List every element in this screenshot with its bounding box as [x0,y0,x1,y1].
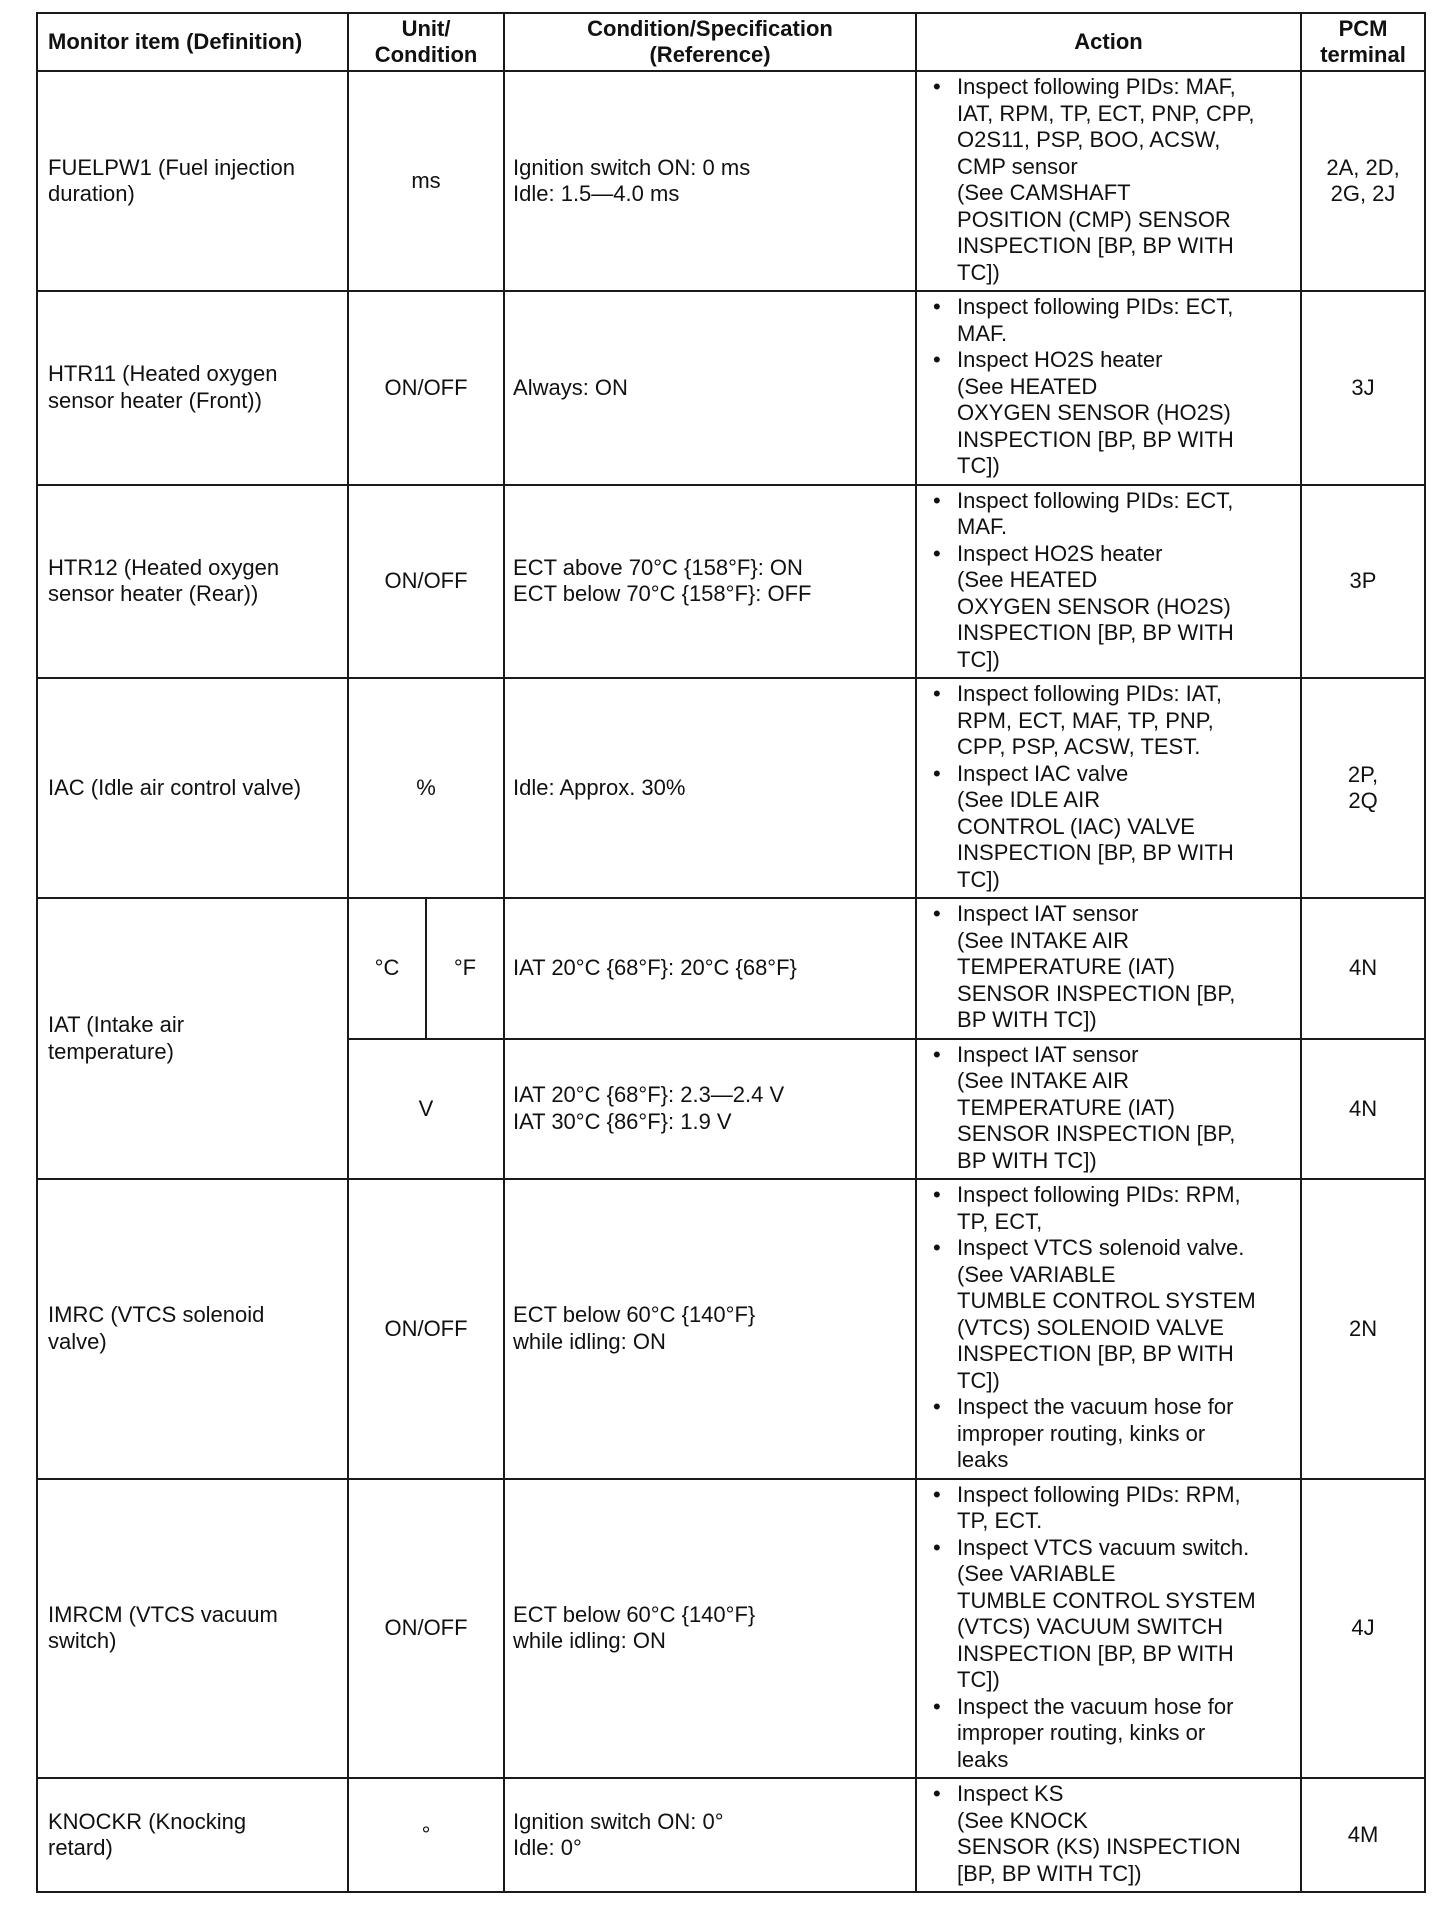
action-text-line: (VTCS) VACUUM SWITCH [957,1614,1224,1639]
action-bullet-item [925,1182,1294,1235]
table-row [37,1778,1425,1892]
action-text-line: INSPECTION [BP, BP WITH [957,233,1234,258]
action-text-line: IAT, RPM, TP, ECT, PNP, CPP, [957,100,1255,126]
action-bullet-item [925,901,1294,1034]
pcm-terminal-cell [1301,1039,1425,1180]
action-bullet-item [925,1394,1294,1474]
action-bullet-item [925,681,1294,761]
pcm-terminal-cell [1301,898,1425,1039]
unit-cell: ON/OFF [348,1179,504,1479]
header-row [37,13,1425,71]
condition-line: Idle: Approx. 30% [513,774,686,800]
action-text-line: • Inspect KS [957,1781,1064,1806]
action-text-line: CONTROL (IAC) VALVE [957,813,1195,839]
monitor-item-line: HTR11 (Heated oxygen [48,361,278,387]
action-bullet-item [925,1042,1294,1175]
condition-cell [504,291,916,485]
condition-cell [504,1479,916,1779]
pcm-terminal-line: 2G, 2J [1330,181,1396,206]
action-cell [916,678,1301,898]
monitor-item-line: valve) [48,1328,107,1354]
action-text-line: RPM, ECT, MAF, TP, PNP, [957,707,1214,733]
pcm-terminal-line: 3P [1349,568,1377,593]
condition-line: Idle: 0° [513,1835,582,1860]
condition-cell [504,1179,916,1479]
action-text-line: • Inspect following PIDs: ECT, [957,487,1234,513]
action-cell [916,71,1301,291]
header-condition-line-1: Condition/Specification [587,15,833,41]
action-text-line: TC]) [957,1367,1000,1393]
action-text-line: (See INTAKE AIR [957,1068,1129,1093]
action-text-line: POSITION (CMP) SENSOR [957,206,1231,232]
action-text-line: • Inspect VTCS solenoid valve. [957,1235,1245,1260]
action-text-line: (VTCS) SOLENOID VALVE [957,1314,1224,1340]
action-text-line: leaks [957,1447,1009,1472]
pcm-terminal-cell [1301,1778,1425,1892]
header-pcm-line-1: PCM [1338,15,1388,41]
pcm-terminal-cell [1301,291,1425,485]
action-list [925,294,1294,480]
monitor-item-cell [37,898,348,1179]
monitor-item-table [36,12,1426,1893]
action-text-line: • Inspect following PIDs: RPM, [957,1182,1241,1207]
action-bullet-item [925,1535,1294,1694]
action-text-line: (See HEATED [957,567,1098,592]
action-text-line: INSPECTION [BP, BP WITH [957,426,1234,452]
action-list [925,488,1294,674]
action-bullet-item [925,488,1294,541]
action-text-line: TUMBLE CONTROL SYSTEM [957,1288,1256,1313]
condition-line: Ignition switch ON: 0° [513,1808,724,1834]
action-list [925,74,1294,286]
action-list [925,901,1294,1034]
action-cell [916,1479,1301,1779]
action-list [925,1781,1294,1887]
pcm-terminal-line: 3J [1351,374,1375,400]
action-text-line: (See CAMSHAFT [957,180,1131,205]
action-text-line: TP, ECT, [957,1208,1043,1234]
action-text-line: • Inspect HO2S heater [957,347,1163,372]
action-text-line: • Inspect following PIDs: ECT, [957,294,1234,319]
monitor-item-line: switch) [48,1628,117,1654]
monitor-item-line: duration) [48,181,135,206]
monitor-item-cell [37,485,348,679]
condition-line: IAT 30°C {86°F}: 1.9 V [513,1108,732,1134]
monitor-item-line: IMRCM (VTCS vacuum [48,1601,278,1627]
unit-voltage-cell: V [348,1039,504,1180]
action-text-line: (See HEATED [957,373,1098,399]
action-text-line: • Inspect IAC valve [957,760,1129,786]
condition-cell [504,898,916,1039]
action-text-line: MAF. [957,514,1008,539]
action-list [925,1482,1294,1774]
action-text-line: INSPECTION [BP, BP WITH [957,1640,1234,1666]
action-cell [916,291,1301,485]
condition-line: IAT 20°C {68°F}: 2.3—2.4 V [513,1082,785,1108]
action-text-line: MAF. [957,320,1008,346]
action-text-line: BP WITH TC]) [957,1147,1097,1173]
action-text-line: TUMBLE CONTROL SYSTEM [957,1587,1256,1613]
header-unit-line-2: Condition [374,42,478,67]
unit-cell: ° [348,1778,504,1892]
action-cell [916,898,1301,1039]
action-text-line: OXYGEN SENSOR (HO2S) [957,400,1231,425]
monitor-item-cell [37,291,348,485]
pcm-terminal-line: 4N [1348,955,1378,980]
pcm-terminal-line: 4N [1348,1095,1378,1121]
action-bullet-item [925,761,1294,894]
action-text-line: TC]) [957,259,1000,285]
action-list [925,1182,1294,1474]
monitor-item-line: temperature) [48,1038,174,1064]
action-bullet-item [925,1781,1294,1887]
condition-line: ECT below 60°C {140°F} [513,1601,756,1627]
condition-cell [504,71,916,291]
action-text-line: O2S11, PSP, BOO, ACSW, [957,127,1221,152]
monitor-item-line: KNOCKR (Knocking [48,1808,247,1834]
action-text-line: improper routing, kinks or [957,1720,1206,1745]
condition-line: ECT below 60°C {140°F} [513,1302,756,1328]
pcm-terminal-line: 2Q [1348,788,1378,813]
condition-line: Always: ON [513,374,628,400]
condition-line: Ignition switch ON: 0 ms [513,154,751,180]
action-text-line: CPP, PSP, ACSW, TEST. [957,734,1201,759]
action-text-line: • Inspect the vacuum hose for [957,1394,1234,1419]
action-bullet-item [925,294,1294,347]
unit-celsius-cell: °C [348,898,426,1039]
action-text-line: CMP sensor [957,153,1078,179]
action-bullet-item [925,74,1294,286]
action-cell [916,1778,1301,1892]
header-pcm-terminal [1301,13,1425,71]
monitor-item-cell [37,1778,348,1892]
monitor-item-line: IMRC (VTCS solenoid [48,1302,265,1328]
header-condition-spec [504,13,916,71]
pcm-terminal-line: 2P, [1347,761,1379,787]
header-unit-condition [348,13,504,71]
monitor-item-cell [37,1179,348,1479]
table-row [37,678,1425,898]
condition-line: IAT 20°C {68°F}: 20°C {68°F} [513,955,797,980]
action-text-line: (See KNOCK [957,1807,1088,1833]
action-text-line: SENSOR (KS) INSPECTION [957,1834,1241,1859]
table-row [37,1479,1425,1779]
action-text-line: improper routing, kinks or [957,1420,1206,1446]
action-bullet-item [925,1482,1294,1535]
pcm-terminal-line: 2A, 2D, [1326,154,1400,180]
pcm-terminal-line: 4J [1351,1615,1375,1640]
condition-cell [504,1778,916,1892]
action-text-line: leaks [957,1746,1009,1772]
pcm-terminal-line: 2N [1348,1315,1378,1341]
action-list [925,1042,1294,1175]
monitor-item-cell [37,678,348,898]
action-text-line: (See INTAKE AIR [957,927,1129,953]
action-text-line: SENSOR INSPECTION [BP, [957,980,1236,1006]
action-bullet-item [925,1235,1294,1394]
action-text-line: TC]) [957,453,1000,478]
action-text-line: • Inspect VTCS vacuum switch. [957,1534,1250,1560]
condition-line: while idling: ON [513,1328,666,1354]
action-text-line: TC]) [957,1667,1000,1692]
action-cell [916,485,1301,679]
action-text-line: • Inspect the vacuum hose for [957,1693,1234,1719]
action-text-line: BP WITH TC]) [957,1007,1097,1032]
monitor-item-cell [37,1479,348,1779]
action-bullet-item [925,1694,1294,1774]
action-text-line: TP, ECT. [957,1508,1043,1533]
table-row [37,291,1425,485]
action-bullet-item [925,347,1294,480]
action-text-line: • Inspect following PIDs: RPM, [957,1481,1241,1507]
pcm-terminal-cell [1301,1479,1425,1779]
action-text-line: • Inspect HO2S heater [957,540,1163,566]
unit-cell: ON/OFF [348,291,504,485]
action-text-line: (See VARIABLE [957,1261,1116,1287]
table-row [37,1179,1425,1479]
condition-line: ECT below 70°C {158°F}: OFF [513,581,812,607]
action-text-line: • Inspect IAT sensor [957,901,1139,926]
action-text-line: [BP, BP WITH TC]) [957,1860,1142,1886]
pcm-terminal-line: 4M [1347,1821,1379,1847]
header-action: Action [916,13,1301,71]
pcm-terminal-cell [1301,1179,1425,1479]
header-unit-line-1: Unit/ [401,15,451,41]
table-body [37,71,1425,1892]
action-text-line: • Inspect following PIDs: IAT, [957,681,1222,706]
action-text-line: (See VARIABLE [957,1561,1116,1586]
unit-cell: % [348,678,504,898]
action-text-line: OXYGEN SENSOR (HO2S) [957,593,1231,619]
action-text-line: • Inspect IAT sensor [957,1041,1139,1067]
table-row-iat-celsius [37,898,1425,1039]
action-text-line: INSPECTION [BP, BP WITH [957,840,1234,865]
monitor-item-cell [37,71,348,291]
action-text-line: (See IDLE AIR [957,787,1101,812]
action-list [925,681,1294,893]
header-monitor-item: Monitor item (Definition) [37,13,348,71]
action-cell [916,1039,1301,1180]
monitor-item-line: sensor heater (Front)) [48,387,262,413]
unit-cell: ON/OFF [348,1479,504,1779]
monitor-item-line: HTR12 (Heated oxygen [48,554,280,580]
action-text-line: SENSOR INSPECTION [BP, [957,1121,1236,1146]
table-row [37,71,1425,291]
pcm-terminal-cell [1301,485,1425,679]
action-text-line: INSPECTION [BP, BP WITH [957,1341,1234,1366]
action-text-line: TEMPERATURE (IAT) [957,954,1175,979]
condition-line: while idling: ON [513,1628,666,1654]
action-text-line: INSPECTION [BP, BP WITH [957,620,1234,645]
action-text-line: TC]) [957,866,1000,892]
monitor-item-line: sensor heater (Rear)) [48,581,259,607]
monitor-item-line: retard) [48,1835,113,1860]
pcm-terminal-cell [1301,71,1425,291]
action-text-line: TEMPERATURE (IAT) [957,1094,1175,1120]
action-bullet-item [925,541,1294,674]
unit-cell: ON/OFF [348,485,504,679]
action-cell [916,1179,1301,1479]
header-condition-line-2: (Reference) [649,42,771,67]
monitor-item-line: FUELPW1 (Fuel injection [48,154,295,180]
unit-fahrenheit-cell: °F [426,898,504,1039]
unit-cell: ms [348,71,504,291]
condition-cell [504,1039,916,1180]
action-text-line: TC]) [957,646,1000,672]
monitor-item-line: IAC (Idle air control valve) [48,774,302,800]
monitor-item-line: IAT (Intake air [48,1012,185,1037]
condition-line: Idle: 1.5—4.0 ms [513,181,680,206]
condition-cell [504,485,916,679]
condition-line: ECT above 70°C {158°F}: ON [513,554,803,580]
header-pcm-line-2: terminal [1320,42,1406,67]
table-row [37,485,1425,679]
pcm-terminal-cell [1301,678,1425,898]
action-text-line: • Inspect following PIDs: MAF, [957,74,1236,99]
condition-cell [504,678,916,898]
